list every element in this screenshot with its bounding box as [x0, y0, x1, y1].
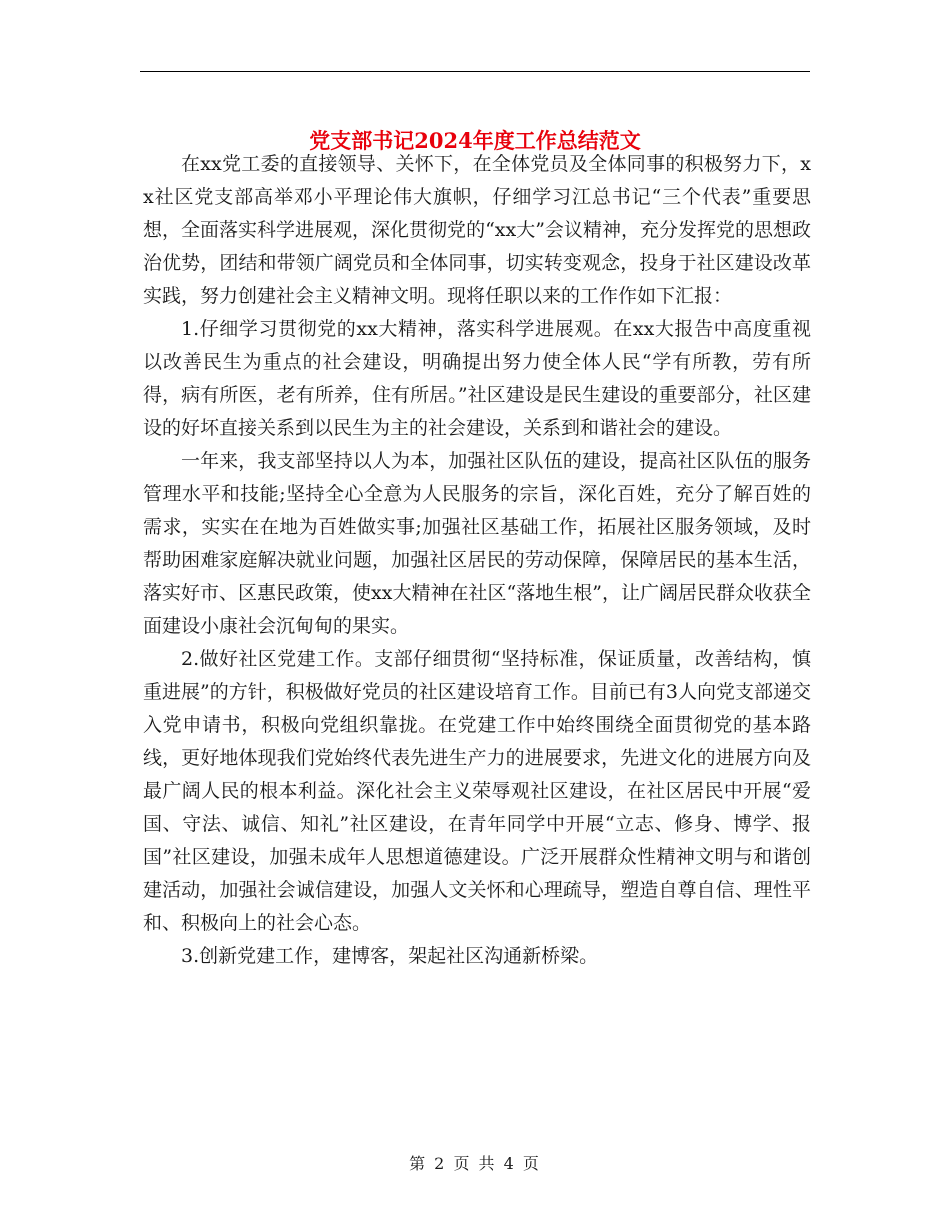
document-title: 党支部书记2024年度工作总结范文 — [309, 128, 641, 154]
page-number-footer: 第 2 页 共 4 页 — [409, 1154, 541, 1173]
paragraph-intro: 在xx党工委的直接领导、关怀下，在全体党员及全体同事的积极努力下，xx社区党支部高举邓小平理论伟大旗帜，仔细学习江总书记“三个代表”重要思想，全面落实科学进展观，深化贯彻党的“xx大”会议精神，充分发挥党的思想政治优势，团结和带领广阔党员和全体同事，切实转变观念，投身于社区建设改革实践，努力创建社会主义精神文明。现将任职以来的工作作如下汇报： — [143, 153, 811, 307]
header-rule — [140, 71, 810, 72]
document-body — [143, 148, 811, 973]
paragraph-section-1-detail: 一年来，我支部坚持以人为本，加强社区队伍的建设，提高社区队伍的服务管理水平和技能;坚持全心全意为人民服务的宗旨，深化百姓，充分了解百姓的需求，实实在在地为百姓做实事;加强社区基础工作，拓展社区服务领域，及时帮助困难家庭解决就业问题，加强社区居民的劳动保障，保障居民的基本生活，落实好市、区惠民政策，使xx大精神在社区“落地生根”，让广阔居民群众收获全面建设小康社会沉甸甸的果实。 — [143, 450, 811, 637]
paragraph-section-2: 2.做好社区党建工作。支部仔细贯彻“坚持标准，保证质量，改善结构，慎重进展”的方针，积极做好党员的社区建设培育工作。目前已有3人向党支部递交入党申请书，积极向党组织靠拢。在党建工作中始终围绕全面贯彻党的基本路线，更好地体现我们党始终代表先进生产力的进展要求，先进文化的进展方向及最广阔人民的根本利益。深化社会主义荣辱观社区建设，在社区居民中开展“爱国、守法、诚信、知礼”社区建设，在青年同学中开展“立志、修身、博学、报国”社区建设，加强未成年人思想道德建设。广泛开展群众性精神文明与和谐创建活动，加强社会诚信建设，加强人文关怀和心理疏导，塑造自尊自信、理性平和、积极向上的社会心态。 — [143, 648, 811, 934]
paragraph-section-1: 1.仔细学习贯彻党的xx大精神，落实科学进展观。在xx大报告中高度重视以改善民生为重点的社会建设，明确提出努力使全体人民“学有所教，劳有所得，病有所医，老有所养，住有所居。”社区建设是民生建设的重要部分，社区建设的好坏直接关系到以民生为主的社会建设，关系到和谐社会的建设。 — [143, 318, 811, 439]
paragraph-section-3: 3.创新党建工作，建博客，架起社区沟通新桥梁。 — [181, 945, 599, 967]
